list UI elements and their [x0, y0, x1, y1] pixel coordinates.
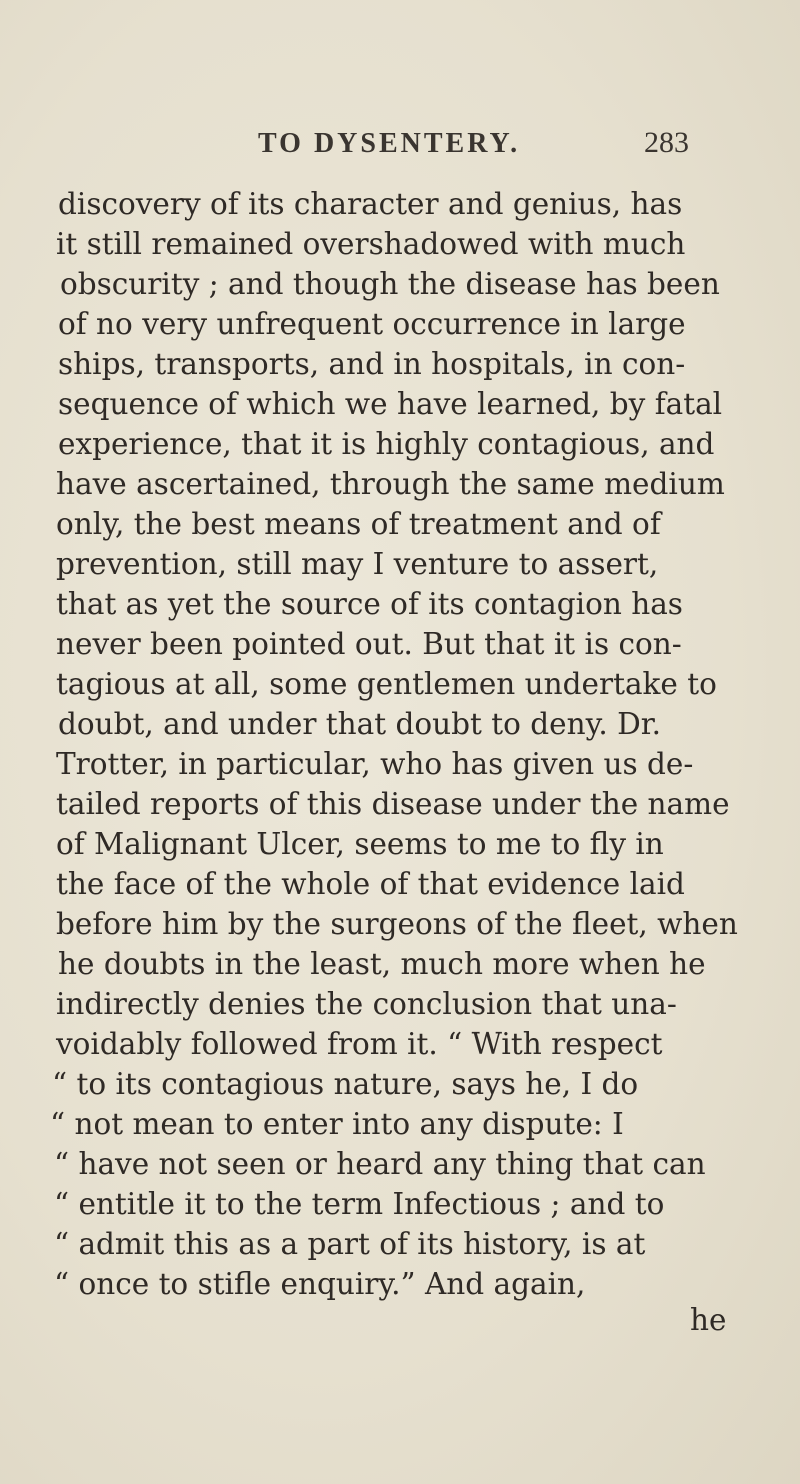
text-line: indirectly denies the conclusion that una- [56, 987, 677, 1021]
text-line: voidably followed from it. “ With respect [56, 1027, 663, 1061]
page-number: 283 [644, 126, 689, 159]
text-line: tailed reports of this disease under the name [56, 787, 730, 821]
text-line: obscurity ; and though the disease has been [60, 267, 720, 301]
text-line: it still remained overshadowed with much [56, 227, 686, 261]
text-line: “ not mean to enter into any dispute: I [50, 1107, 624, 1141]
text-line: Trotter, in particular, who has given us de- [56, 747, 694, 781]
text-line: prevention, still may I venture to assert, [56, 547, 659, 581]
text-line: only, the best means of treatment and of [56, 507, 661, 541]
text-line: discovery of its character and genius, has [58, 187, 683, 221]
text-line: have ascertained, through the same medium [56, 467, 725, 501]
text-line: sequence of which we have learned, by fatal [58, 387, 723, 421]
text-line: “ admit this as a part of its history, is at [54, 1227, 646, 1261]
page-header [0, 124, 800, 164]
text-line: never been pointed out. But that it is con- [56, 627, 682, 661]
running-head: TO DYSENTERY. [258, 128, 521, 159]
catchword: he [690, 1303, 727, 1337]
text-line: of no very unfrequent occurrence in large [58, 307, 686, 341]
text-line: “ have not seen or heard any thing that can [54, 1147, 706, 1181]
text-line: “ entitle it to the term Infectious ; and to [54, 1187, 665, 1221]
text-line: of Malignant Ulcer, seems to me to fly in [56, 827, 664, 861]
text-line: doubt, and under that doubt to deny. Dr. [58, 707, 661, 741]
text-line: “ to its contagious nature, says he, I do [52, 1067, 639, 1101]
text-line: “ once to stifle enquiry.” And again, [54, 1267, 586, 1301]
text-line: he doubts in the least, much more when he [58, 947, 706, 981]
text-line: the face of the whole of that evidence laid [56, 867, 685, 901]
text-line: experience, that it is highly contagious, and [58, 427, 715, 461]
text-line: before him by the surgeons of the fleet, when [56, 907, 738, 941]
text-line: tagious at all, some gentlemen undertake to [56, 667, 717, 701]
text-line: that as yet the source of its contagion has [56, 587, 683, 621]
text-line: ships, transports, and in hospitals, in con- [58, 347, 686, 381]
